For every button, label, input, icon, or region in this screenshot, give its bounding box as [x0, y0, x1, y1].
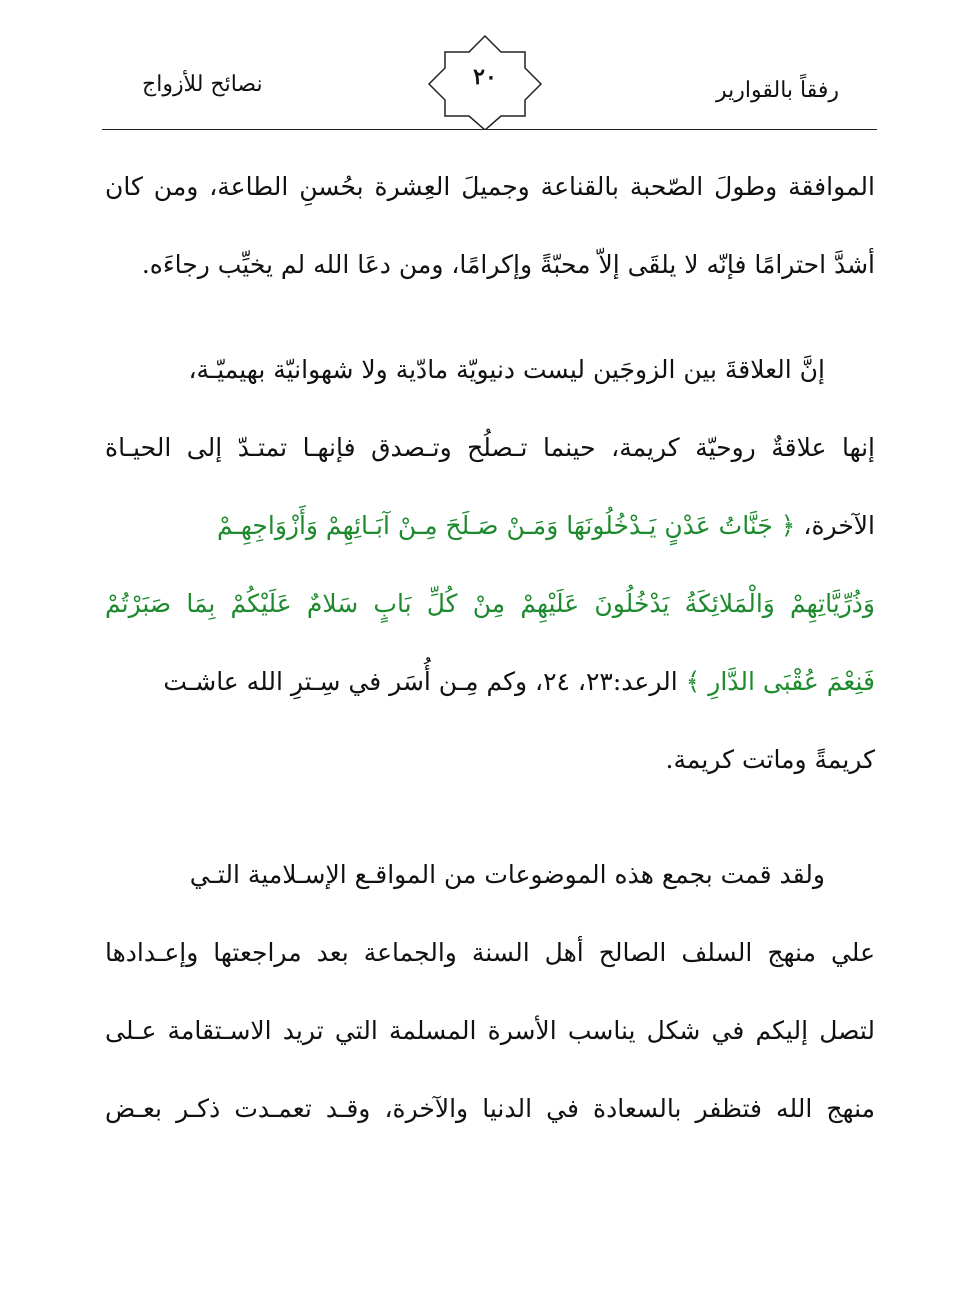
ornate-close-bracket: ﴾: [685, 667, 701, 696]
paragraph-1-line-1: الموافقة وطولَ الصّحبة بالقناعة وجميلَ العِشرة بحُسنِ الطاعة، ومن كان: [105, 172, 875, 201]
page-number: ٢٠: [473, 64, 497, 90]
paragraph-3-line-4: منهج الله فتظفر بالسعادة في الدنيا والآخرة، وقـد تعمـدت ذكـر بعـض: [105, 1094, 875, 1123]
paragraph-2-line-1: إنَّ العلاقةَ بين الزوجَين ليست دنيويّة مادّية ولا شهوانيّة بهيميّـة،: [188, 355, 825, 384]
paragraph-2-line-3: [105, 506, 875, 546]
ornate-open-bracket: ﴿: [780, 511, 796, 540]
quran-verse-part-2: وَذُرِّيَّاتِهِمْ وَالْمَلائِكَةُ يَدْخُلُونَ عَلَيْهِمْ مِنْ كُلِّ بَابٍ سَلامٌ عَلَيْكُمْ بِمَا صَبَرْتُمْ: [105, 589, 875, 618]
paragraph-3-line-3: لتصل إليكم في شكل يناسب الأسرة المسلمة التي تريد الاسـتقامة عـلى: [105, 1016, 875, 1045]
paragraph-2-line-6: كريمةً وماتت كريمة.: [665, 745, 875, 774]
paragraph-2-line-2: إنها علاقةٌ روحيّة كريمة، حينما تـصلُح وتـصدق فإنهـا تمتـدّ إلى الحيـاة: [105, 433, 875, 462]
header-divider: [102, 129, 877, 130]
verse-reference-text: الرعد:٢٣، ٢٤، وكم مِـن أُسَر في سِـترِ الله عاشـت: [163, 667, 678, 696]
book-title: رفقاً بالقوارير: [716, 78, 839, 103]
paragraph-2-line-5: [105, 662, 875, 702]
page-header: [102, 30, 877, 130]
paragraph-3-line-1: ولقد قمت بجمع هذه الموضوعات من المواقـع الإسـلامية التـي: [189, 860, 825, 889]
line-prefix-text: الآخرة،: [803, 511, 875, 540]
page-number-badge: [427, 34, 543, 130]
quran-verse-part-1: جَنَّاتُ عَدْنٍ يَـدْخُلُونَهَا وَمَـنْ صَـلَحَ مِـنْ آبَـائِهِمْ وَأَزْوَاجِهِـمْ: [216, 511, 773, 540]
quran-verse-part-3: فَنِعْمَ عُقْبَى الدَّارِ: [708, 667, 875, 696]
book-section-title: نصائح للأزواج: [142, 72, 263, 97]
paragraph-3-line-2: علي منهج السلف الصالح أهل السنة والجماعة بعد مراجعتها وإعـدادها: [105, 938, 875, 967]
paragraph-1-line-2: أشدَّ احترامًا فإنّه لا يلقَى إلاّ محبّةً وإكرامًا، ومن دعَا الله لم يخيِّب رجاءَه.: [141, 250, 875, 279]
